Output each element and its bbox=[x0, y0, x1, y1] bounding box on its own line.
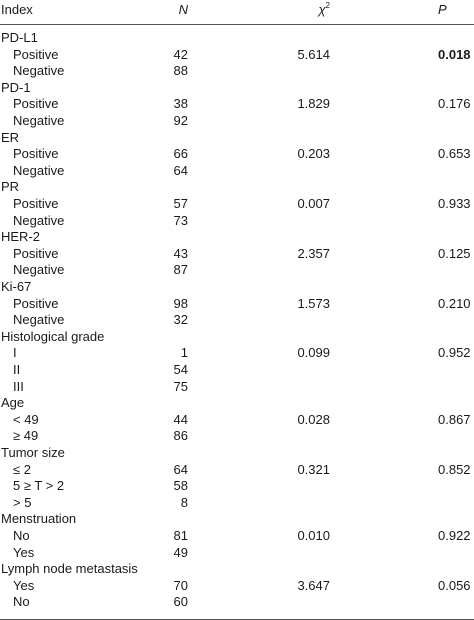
row-chi-square: 0.099 bbox=[297, 345, 330, 361]
row-chi-square: 3.647 bbox=[297, 577, 330, 593]
row-chi-square: 0.028 bbox=[297, 411, 330, 427]
row-label: Age bbox=[1, 395, 25, 411]
row-n: 32 bbox=[173, 312, 188, 328]
row-n: 8 bbox=[180, 494, 188, 510]
row-n: 64 bbox=[173, 461, 188, 477]
row-p: 0.210 bbox=[438, 295, 471, 311]
row-n: 44 bbox=[173, 411, 188, 427]
row-p: 0.922 bbox=[438, 528, 471, 543]
header-rule bbox=[0, 24, 474, 25]
row-p: 0.852 bbox=[438, 461, 471, 477]
row-p: 0.653 bbox=[438, 146, 471, 162]
row-n: 73 bbox=[173, 212, 188, 228]
row-n: 58 bbox=[173, 478, 188, 494]
row-label: Negative bbox=[13, 312, 65, 328]
row-label: I bbox=[13, 345, 17, 361]
header-chi-square: $\chi^2$ bbox=[318, 1, 330, 17]
row-label: Ki-67 bbox=[1, 279, 32, 294]
row-label: < 49 bbox=[13, 411, 39, 427]
row-label: Negative bbox=[13, 262, 65, 278]
row-chi-square: 1.829 bbox=[297, 96, 330, 112]
row-label: Positive bbox=[13, 46, 59, 62]
row-label: Positive bbox=[13, 96, 59, 112]
row-label: Lymph node metastasis bbox=[1, 561, 138, 577]
row-n: 75 bbox=[173, 378, 188, 394]
row-label: Positive bbox=[13, 146, 59, 162]
header-index: Index bbox=[1, 2, 33, 17]
row-n: 42 bbox=[173, 46, 188, 62]
row-n: 92 bbox=[173, 113, 188, 128]
row-chi-square: 0.010 bbox=[297, 528, 330, 543]
row-label: No bbox=[13, 594, 30, 610]
row-n: 49 bbox=[173, 544, 188, 560]
row-n: 81 bbox=[173, 528, 188, 543]
row-n: 38 bbox=[173, 96, 188, 112]
row-p: 0.018 bbox=[438, 46, 471, 62]
table-header bbox=[0, 0, 474, 20]
row-p: 0.125 bbox=[438, 245, 471, 261]
row-chi-square: 0.007 bbox=[297, 196, 330, 211]
row-label: Negative bbox=[13, 113, 65, 128]
row-label: 5 ≥ T > 2 bbox=[13, 478, 65, 494]
row-label: Menstruation bbox=[1, 511, 77, 527]
row-label: No bbox=[13, 528, 30, 543]
row-label: PR bbox=[1, 179, 20, 195]
row-label: ≥ 49 bbox=[13, 428, 39, 444]
row-chi-square: 1.573 bbox=[297, 295, 330, 311]
row-label: Yes bbox=[13, 577, 35, 593]
row-n: 86 bbox=[173, 428, 188, 444]
row-chi-square: 5.614 bbox=[297, 46, 330, 62]
row-label: Tumor size bbox=[1, 445, 65, 460]
header-n: N bbox=[178, 2, 188, 17]
row-label: ≤ 2 bbox=[13, 461, 31, 477]
row-n: 64 bbox=[173, 162, 188, 178]
row-label: HER-2 bbox=[1, 229, 41, 245]
row-chi-square: 2.357 bbox=[297, 245, 330, 261]
row-label: II bbox=[13, 362, 21, 377]
row-n: 1 bbox=[180, 345, 188, 361]
row-label: III bbox=[13, 378, 24, 394]
row-label: Positive bbox=[13, 295, 59, 311]
row-label: Negative bbox=[13, 63, 65, 79]
row-label: Positive bbox=[13, 196, 59, 211]
row-n: 88 bbox=[173, 63, 188, 79]
row-label: Negative bbox=[13, 212, 65, 228]
row-label: Histological grade bbox=[1, 328, 105, 344]
row-n: 98 bbox=[173, 295, 188, 311]
row-label: Yes bbox=[13, 544, 35, 560]
row-n: 43 bbox=[173, 245, 188, 261]
row-p: 0.952 bbox=[438, 345, 471, 361]
row-chi-square: 0.203 bbox=[297, 146, 330, 162]
row-n: 60 bbox=[173, 594, 188, 610]
row-p: 0.933 bbox=[438, 196, 471, 211]
row-label: PD-L1 bbox=[1, 30, 38, 45]
row-p: 0.056 bbox=[438, 577, 471, 593]
row-label: > 5 bbox=[13, 494, 32, 510]
row-p: 0.867 bbox=[438, 411, 471, 427]
row-label: PD-1 bbox=[1, 79, 31, 95]
row-label: ER bbox=[1, 129, 20, 145]
row-p: 0.176 bbox=[438, 96, 471, 112]
row-label: Negative bbox=[13, 162, 65, 178]
header-p: P bbox=[438, 2, 447, 17]
row-n: 70 bbox=[173, 577, 188, 593]
row-chi-square: 0.321 bbox=[297, 461, 330, 477]
table-row bbox=[0, 592, 474, 612]
row-n: 54 bbox=[173, 362, 188, 377]
row-n: 87 bbox=[173, 262, 188, 278]
row-label: Positive bbox=[13, 245, 59, 261]
row-n: 57 bbox=[173, 196, 188, 211]
row-n: 66 bbox=[173, 146, 188, 162]
